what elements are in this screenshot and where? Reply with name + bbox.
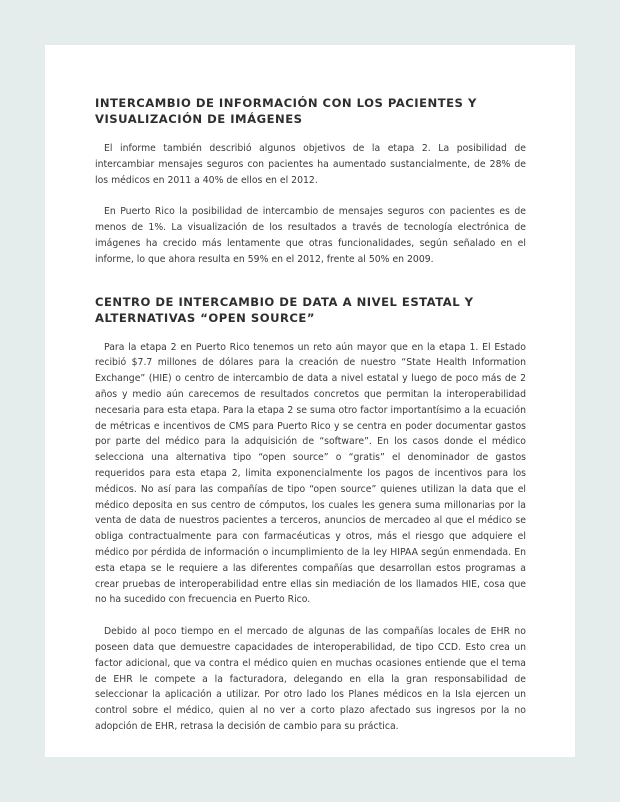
heading-line: CENTRO DE INTERCAMBIO DE DATA A NIVEL ESTATAL Y <box>95 294 474 309</box>
paragraph: Debido al poco tiempo en el mercado de algunas de las compañías locales de EHR no poseen data que demuestre capacidades de interoperabilidad, de tipo CCD. Esto crea un factor adicional, que va contra el médico quien en muchas ocasiones entiende que el tema de EHR le compete a la facturadora, delegando en ella la gran responsabilidad de seleccionar la aplicación a utilizar. Por otro lado los Planes médicos en la Isla ejercen un control sobre el médico, quien al no ver a corto plazo afectado sus ingresos por la no adopción de EHR, retrasa la decisión de cambio para su práctica. <box>95 626 526 732</box>
section-state-data-exchange <box>95 294 526 735</box>
section-heading <box>95 95 526 127</box>
paragraph: El informe también describió algunos objetivos de la etapa 2. La posibilidad de intercambiar mensajes seguros con pacientes ha aumentado sustancialmente, de 28% de los médicos en 2011 a 40% de ellos en el 2012. <box>95 143 526 186</box>
section-patient-information-exchange <box>95 95 526 268</box>
heading-line: INTERCAMBIO DE INFORMACIÓN CON LOS PACIENTES Y <box>95 96 477 110</box>
heading-line: VISUALIZACIÓN DE IMÁGENES <box>95 112 303 126</box>
heading-line: ALTERNATIVAS “OPEN SOURCE” <box>95 310 315 325</box>
document-page <box>45 45 575 757</box>
paragraph: Para la etapa 2 en Puerto Rico tenemos un reto aún mayor que en la etapa 1. El Estado recibió $7.7 millones de dólares para la creación de nuestro “State Health Information Exchange” (HIE) o centro de intercambio de data a nivel estatal y luego de poco más de 2 años y medio aún carecemos de resultados concretos que permitan la interoperabilidad necesaria para esta etapa. Para la etapa 2 se suma otro factor importantísimo a la ecuación de métricas e incentivos de CMS para Puerto Rico y se centra en poder documentar gastos por parte del médico para la adquisición de “software”. En los casos donde el médico selecciona una alternativa tipo “open source” o “gratis” el denominador de gastos requeridos para esta etapa 2, limita exponencialmente los pagos de incentivos para los médicos. No así para las compañías de tipo “open source” quienes utilizan la data que el médico deposita en sus centro de cómputos, los cuales les genera suma millonarias por la venta de data de nuestros pacientes a terceros, anuncios de mercadeo al que el médico se obliga contractualmente para con farmacéuticas y otros, más el riesgo que adquiere el médico por pérdida de información o incumplimiento de la ley HIPAA según enmendada. En esta etapa se le requiere a las diferentes compañías que desarrollan estos programas a crear pruebas de interoperabilidad entre ellas sin mediación de los llamados HIE, cosa que no ha sucedido con frecuencia en Puerto Rico. <box>95 341 526 606</box>
page-content <box>95 95 526 751</box>
section-heading <box>95 294 526 326</box>
paragraph: En Puerto Rico la posibilidad de intercambio de mensajes seguros con pacientes es de menos de 1%. La visualización de los resultados a través de tecnología electrónica de imágenes ha crecido más lentamente que otras funcionalidades, según señalado en el informe, lo que ahora resulta en 59% en el 2012, frente al 50% en 2009. <box>95 206 526 265</box>
